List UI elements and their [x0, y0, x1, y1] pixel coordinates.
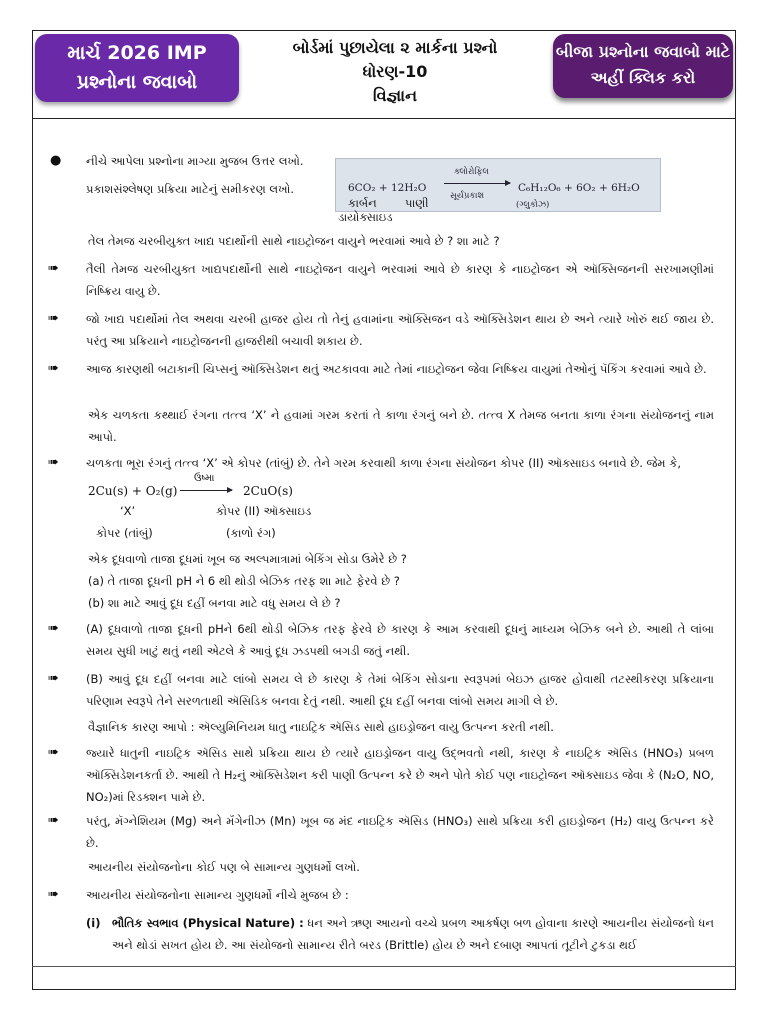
nitrogen-answer-text-1: તૈલી તેમજ ચરબીયુક્ત ખાદ્યપદાર્થોની સાથે નાઇટ્રોજન વાયુને ભરવામાં આવે છે કારણ કે નાઇટ્રોજન એ ઑક્સિજનની સરખામણીમાં નિષ્ક્રિય વાયુ છે.	[86, 262, 714, 298]
label-copper: કોપર (તાંબું)	[96, 526, 153, 540]
footer-divider	[32, 966, 736, 967]
milk-answer-a-text: (A) દૂધવાળો તાજા દૂધની pHને 6થી થોડી બેઝિક તરફ ફેરવે છે કારણ કે આમ કરવાથી દૂધનું માધ્યમ બેઝિક બને છે. આથી તે લાંબા સમય સુધી ખાટું થતું નથી એટલે કે આવું દૂધ ઝડપથી બગડી જતું નથી.	[86, 622, 714, 658]
copper-eq-right: 2CuO(s)	[243, 484, 293, 498]
eq-arrow-top: ક્લોરોફિલ	[454, 167, 489, 177]
milk-sub-a: (a) તે તાજા દૂધની pH ને 6 થી થોડી બેઝિક તરફ શા માટે ફેરવે છે ?	[88, 574, 400, 588]
eq-products: C₆H₁₂O₆ + 6O₂ + 6H₂O	[518, 182, 640, 194]
photosynthesis-equation-box	[335, 158, 661, 212]
badge-line-1: માર્ચ 2026 IMP	[67, 42, 207, 64]
link-line-2: અહીં ક્લિક કરો	[590, 68, 696, 87]
nitrogen-question: તેલ તેમજ ચરબીયુક્ત ખાદ્ય પદાર્થોની સાથે નાઇટ્રોજન વાયુને ભરવામાં આવે છે ? શા માટે ?	[88, 234, 500, 248]
eq-glucose-label: (ગ્લુકોઝ)	[516, 200, 550, 210]
ionic-answer-intro-text: આયનીય સંયોજનોના સામાન્ય ગુણધર્મો નીચે મુજબ છે :	[86, 888, 349, 902]
label-carbon: કાર્બન	[348, 196, 377, 210]
arrow-marker-icon: ➠	[48, 311, 59, 326]
photosynthesis-question: પ્રકાશસંશ્લેષણ પ્રક્રિયા માટેનું સમીકરણ લખો.	[86, 182, 295, 196]
title-line-2: ધોરણ-10	[362, 62, 428, 81]
label-water: પાણી	[405, 196, 429, 210]
title-line-1: બોર્ડમાં પુછાયેલા ૨ માર્કના પ્રશ્નો	[292, 38, 498, 57]
copper-eq-left: 2Cu(s) + O₂(g)	[88, 484, 178, 498]
copper-eq-arrow-icon	[180, 490, 232, 491]
bullet-icon: ●	[50, 153, 62, 168]
point-i-title: ભૌતિક સ્વભાવ (Physical Nature) :	[112, 916, 304, 930]
arrow-marker-icon: ➠	[48, 261, 59, 276]
label-dioxide: ડાયોક્સાઇડ	[338, 210, 393, 224]
page-title	[250, 36, 540, 108]
point-i-label: (i)	[86, 916, 101, 930]
arrow-marker-icon: ➠	[48, 621, 59, 636]
ionic-question: આયનીય સંયોજનોના કોઈ પણ બે સામાન્ય ગુણધર્મો લખો.	[88, 860, 360, 874]
title-line-3: વિજ્ઞાન	[372, 86, 418, 105]
arrow-marker-icon: ➠	[48, 455, 59, 470]
metal-answer-1-text: જ્યારે ધાતુની નાઇટ્રિક ઍસિડ સાથે પ્રક્રિયા થાય છે ત્યારે હાઇડ્રોજન વાયુ ઉદ્ભવતો નથી, કારણ કે નાઇટ્રિક ઍસિડ (HNO₃) પ્રબળ ઑક્સિડેશનકર્તા છે. આથી તે H₂નું ઑક્સિડેશન કરી પાણી ઉત્પન્ન કરે છે અને પોતે કોઈ પણ નાઇટ્રોજન ઑક્સાઇડ જેવા કે (N₂O, NO, NO₂)માં રિડક્શન પામે છે.	[86, 746, 714, 804]
milk-sub-b: (b) શા માટે આવું દૂધ દહીં બનવા માટે વધુ સમય લે છે ?	[88, 596, 341, 610]
instruction-text: નીચે આપેલા પ્રશ્નોના માગ્યા મુજબ ઉત્તર લખો.	[86, 154, 304, 168]
milk-answer-b-text: (B) આવું દૂધ દહીં બનવા માટે લાંબો સમય લે છે કારણ કે તેમાં બેકિંગ સોડાના સ્વરૂપમાં બેઇઝ હાજર હોવાથી તટસ્થીકરણ પ્રક્રિયાના પરિણામ સ્વરૂપે તેને સરળતાથી ઍસિડિક બનવા દેતું નથી. આથી દૂધ દહીં બનવા લાંબો સમય માગી લે છે.	[86, 672, 714, 708]
nitrogen-answer-text-3: આજ કારણથી બટાકાની ચિપ્સનું ઑક્સિડેશન થતું અટકાવવા માટે તેમાં નાઇટ્રોજન જેવા નિષ્ક્રિય વાયુમાં તેઓનું પૅકિંગ કરવામાં આવે છે.	[86, 362, 707, 376]
label-x: ‘X’	[120, 504, 136, 518]
header-divider	[32, 118, 736, 119]
point-i-text: ધન અને ઋણ આયનો વચ્ચે પ્રબળ આકર્ષણ બળ હોવાના કારણે આયનીય સંયોજનો ધન અને થોડાં સખત હોય છે. આ સંયોજનો સામાન્ય રીતે બરડ (Brittle) હોય છે અને દબાણ આપતાં તૂટીને ટુકડા થઈ	[112, 916, 714, 952]
copper-question: એક ચળકતા કથ્થાઈ રંગના તત્ત્વ ‘X’ ને હવામાં ગરમ કરતાં તે કાળા રંગનું બને છે. તત્ત્વ X તેમજ બનતા કાળા રંગના સંયોજનનું નામ આપો.	[88, 408, 714, 444]
eq-reactants: 6CO₂ + 12H₂O	[348, 182, 427, 194]
copper-eq-arrow-label: ઉષ્મા	[194, 473, 215, 484]
nitrogen-answer-text-2: જો ખાદ્ય પદાર્થોમાં તેલ અથવા ચરબી હાજર હોય તો તેનું હવામાંના ઑક્સિજન વડે ઑક્સિડેશન થાય છે અને ત્યારે ખોરું થઈ જાય છે. પરંતુ આ પ્રક્રિયાને નાઇટ્રોજનની હાજરીથી બચાવી શકાય છે.	[86, 312, 714, 348]
march-2026-imp-badge[interactable]	[35, 34, 239, 102]
eq-arrow-icon	[444, 183, 510, 184]
point-i-body	[112, 912, 714, 956]
label-copper-oxide: કોપર (II) ઑક્સાઇડ	[216, 504, 312, 518]
badge-line-2: પ્રશ્નોના જવાબો	[76, 71, 198, 93]
arrow-marker-icon: ➠	[48, 887, 59, 902]
arrow-marker-icon: ➠	[48, 745, 59, 760]
other-answers-link-button[interactable]	[553, 34, 733, 98]
metal-answer-2-text: પરંતુ, મૅગ્નેશિયમ (Mg) અને મૅંગેનીઝ (Mn) ખૂબ જ મંદ નાઇટ્રિક ઍસિડ (HNO₃) સાથે પ્રક્રિયા કરી હાઇડ્રોજન (H₂) વાયુ ઉત્પન્ન કરે છે.	[86, 814, 714, 850]
arrow-marker-icon: ➠	[48, 361, 59, 376]
arrow-marker-icon: ➠	[48, 813, 59, 828]
milk-question: એક દૂધવાળો તાજા દૂધમાં ખૂબ જ અલ્પમાત્રામાં બેકિંગ સોડા ઉમેરે છે ?	[88, 552, 407, 566]
copper-answer-text: ચળકતા ભૂરા રંગનું તત્ત્વ ‘X’ એ કોપર (તાંબું) છે. તેને ગરમ કરવાથી કાળા રંગના સંયોજન કોપર (II) ઑક્સાઇડ બનાવે છે. જેમ કે,	[86, 456, 681, 470]
link-line-1: બીજા પ્રશ્નોના જવાબો માટે	[555, 42, 731, 61]
label-black: (કાળો રંગ)	[226, 526, 276, 540]
eq-arrow-bottom: સૂર્યપ્રકાશ	[450, 191, 485, 201]
arrow-marker-icon: ➠	[48, 671, 59, 686]
metal-question: વૈજ્ઞાનિક કારણ આપો : ઍલ્યુમિનિયમ ધાતુ નાઇટ્રિક ઍસિડ સાથે હાઇડ્રોજન વાયુ ઉત્પન્ન કરતી નથી.	[88, 720, 554, 734]
